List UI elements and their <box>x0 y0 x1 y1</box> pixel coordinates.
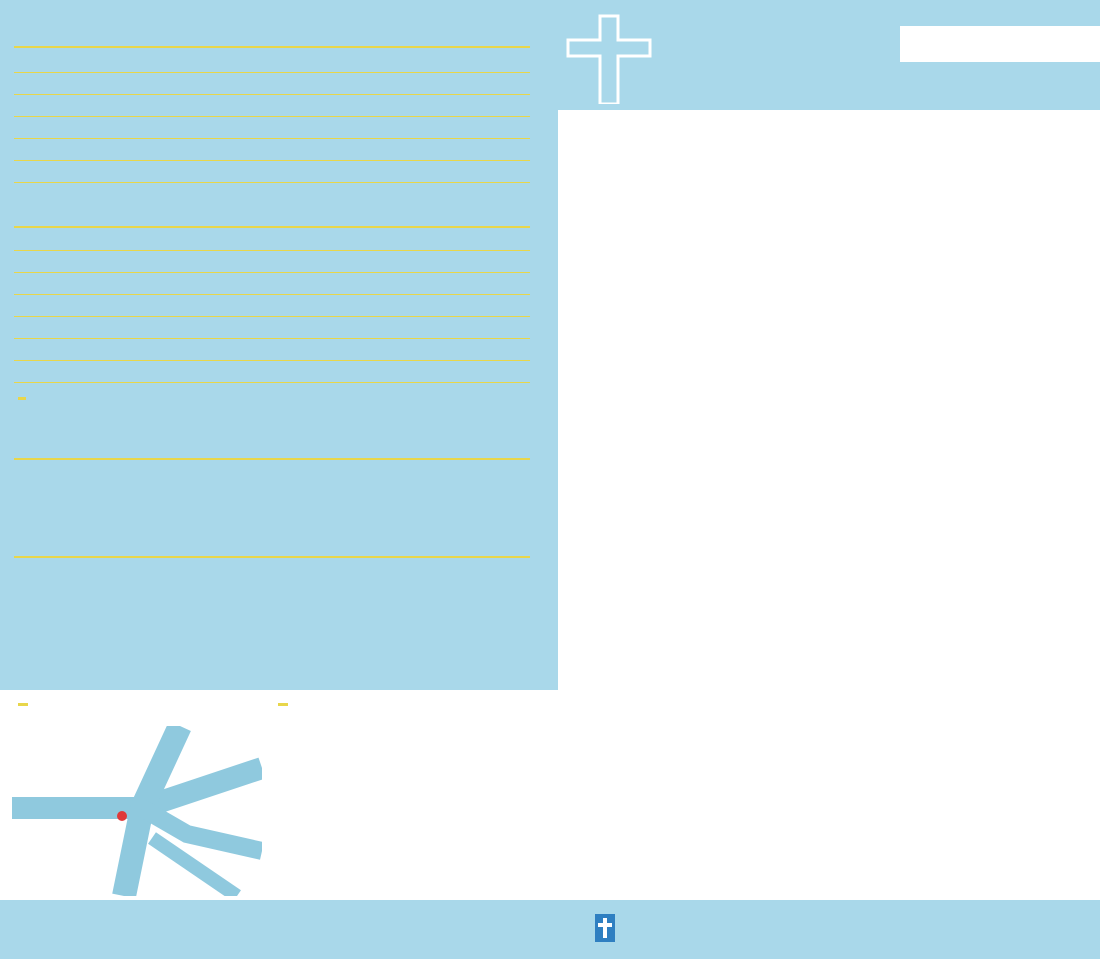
table-cell <box>14 338 174 360</box>
column-header <box>174 228 244 250</box>
table-cell <box>244 250 334 272</box>
footer <box>0 900 1100 959</box>
column-header <box>444 50 530 72</box>
divider <box>14 458 530 460</box>
table-cell <box>274 72 364 94</box>
table-cell <box>414 360 530 382</box>
map-graphic <box>12 726 262 896</box>
education-table <box>14 228 530 383</box>
column-header <box>244 228 334 250</box>
table-row <box>14 272 530 294</box>
table-cell <box>244 272 334 294</box>
table-cell <box>244 338 334 360</box>
founded-date <box>558 110 738 140</box>
table-cell <box>274 138 364 160</box>
table-cell <box>414 338 530 360</box>
table-cell <box>174 250 244 272</box>
table-cell <box>194 72 274 94</box>
column-header <box>414 228 530 250</box>
table-cell <box>364 138 444 160</box>
table-cell <box>414 250 530 272</box>
logo-icon <box>595 914 615 942</box>
left-panel <box>0 0 558 690</box>
table-row <box>14 250 530 272</box>
table-cell <box>174 338 244 360</box>
table-cell <box>444 94 530 116</box>
church-guide-title <box>18 703 28 706</box>
table-row <box>14 116 530 138</box>
table-cell <box>244 316 334 338</box>
table-cell <box>194 94 274 116</box>
issue-number <box>900 26 1100 62</box>
table-cell <box>174 272 244 294</box>
column-header <box>364 50 444 72</box>
table-row <box>14 316 530 338</box>
table-cell <box>244 360 334 382</box>
table-cell <box>14 72 104 94</box>
table-header-row <box>14 50 530 72</box>
table-cell <box>414 294 530 316</box>
table-cell <box>334 272 414 294</box>
table-cell <box>14 272 174 294</box>
table-cell <box>174 360 244 382</box>
table-cell <box>14 316 174 338</box>
table-cell <box>104 94 194 116</box>
table-cell <box>104 116 194 138</box>
table-cell <box>444 116 530 138</box>
table-cell <box>364 94 444 116</box>
table-cell <box>244 294 334 316</box>
table-row <box>14 294 530 316</box>
table-cell <box>274 160 364 182</box>
table-cell <box>334 250 414 272</box>
table-row <box>14 72 530 94</box>
column-header <box>104 50 194 72</box>
table-cell <box>174 294 244 316</box>
table-cell <box>104 160 194 182</box>
table-cell <box>194 116 274 138</box>
table-cell <box>14 138 104 160</box>
table-cell <box>414 316 530 338</box>
worship-table <box>14 50 530 183</box>
table-cell <box>274 116 364 138</box>
table-row <box>14 338 530 360</box>
table-cell <box>444 160 530 182</box>
table-row <box>14 94 530 116</box>
column-header <box>14 228 174 250</box>
table-cell <box>334 316 414 338</box>
table-cell <box>194 160 274 182</box>
table-cell <box>14 94 104 116</box>
table-cell <box>174 316 244 338</box>
column-header <box>14 50 104 72</box>
table-row <box>14 138 530 160</box>
divider <box>14 556 530 558</box>
divider <box>14 46 530 48</box>
header-band <box>558 0 1100 110</box>
table-cell <box>444 138 530 160</box>
table-cell <box>14 250 174 272</box>
table-row <box>14 160 530 182</box>
table-cell <box>104 138 194 160</box>
table-cell <box>334 360 414 382</box>
right-panel <box>558 0 1100 900</box>
table-cell <box>104 72 194 94</box>
table-cell <box>14 360 174 382</box>
table-cell <box>364 72 444 94</box>
cross-icon <box>566 14 652 104</box>
table-cell <box>364 160 444 182</box>
table-cell <box>14 294 174 316</box>
column-header <box>274 50 364 72</box>
column-header <box>334 228 414 250</box>
broadcast-title <box>18 397 26 400</box>
table-cell <box>444 72 530 94</box>
table-cell <box>274 94 364 116</box>
table-cell <box>194 138 274 160</box>
table-cell <box>14 116 104 138</box>
table-header-row <box>14 228 530 250</box>
table-cell <box>14 160 104 182</box>
table-cell <box>334 338 414 360</box>
table-row <box>14 360 530 382</box>
vehicle-title <box>278 703 288 706</box>
table-cell <box>414 272 530 294</box>
church-map <box>12 726 262 896</box>
table-cell <box>364 116 444 138</box>
column-header <box>194 50 274 72</box>
table-cell <box>334 294 414 316</box>
